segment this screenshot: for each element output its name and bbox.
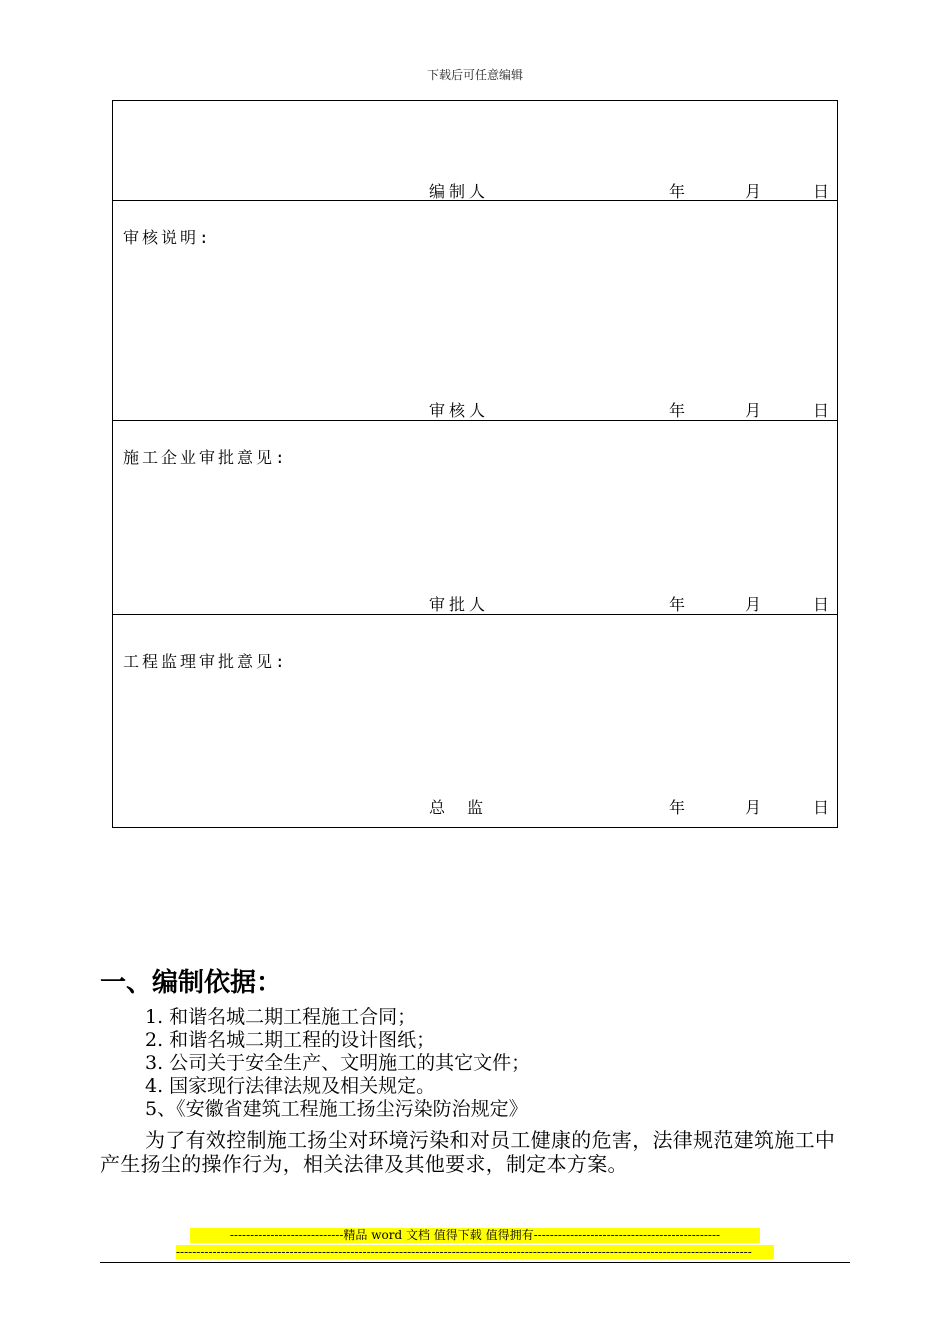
row-title: 审核说明: [123,228,212,247]
signature-line [113,398,837,418]
year-label: 年 [669,182,686,201]
list-item: 4. 国家现行法律法规及相关规定。 [145,1075,436,1097]
day-label: 日 [813,182,830,201]
month-label: 月 [745,798,762,817]
signer-label: 审核人 [429,401,490,420]
footer-dash-line: ---------------------------------------------------------------------------------------------------------------------------------------------- [176,1245,774,1259]
footer-banner: ----------------------------精品 word 文档 值得下载 值得拥有---------------------------------------------- [190,1228,760,1243]
year-label: 年 [669,401,686,420]
year-label: 年 [669,595,686,614]
form-row-compiler [113,101,837,201]
year-label: 年 [669,798,686,817]
list-item: 2. 和谐名城二期工程的设计图纸； [145,1029,436,1051]
form-row-company-approval [113,421,837,615]
signature-line [113,179,837,199]
row-title: 工程监理审批意见: [123,652,288,671]
section-heading: 一、编制依据： [100,968,283,998]
signer-label: 审批人 [429,595,490,614]
row-title: 施工企业审批意见: [123,448,288,467]
list-item: 1. 和谐名城二期工程施工合同； [145,1006,417,1028]
month-label: 月 [745,401,762,420]
form-row-supervision-approval [113,615,837,827]
signature-line [113,795,837,815]
list-item: 5、《安徽省建筑工程施工扬尘污染防治规定》 [145,1098,528,1120]
basis-list [145,1006,530,1121]
day-label: 日 [813,798,830,817]
page-header-note: 下载后可任意编辑 [426,68,523,82]
list-item: 3. 公司关于安全生产、文明施工的其它文件； [145,1052,531,1074]
day-label: 日 [813,401,830,420]
body-paragraph: 为了有效控制施工扬尘对环境污染和对员工健康的危害，法律规范建筑施工中产生扬尘的操作行为，相关法律及其他要求，制定本方案。 [100,1128,836,1176]
signature-line [113,592,837,612]
signer-label: 编制人 [429,182,490,201]
month-label: 月 [745,595,762,614]
day-label: 日 [813,595,830,614]
approval-form-table [112,100,838,828]
form-row-review [113,201,837,421]
month-label: 月 [745,182,762,201]
signer-label: 总监 [429,798,506,817]
footer-divider [100,1262,850,1263]
